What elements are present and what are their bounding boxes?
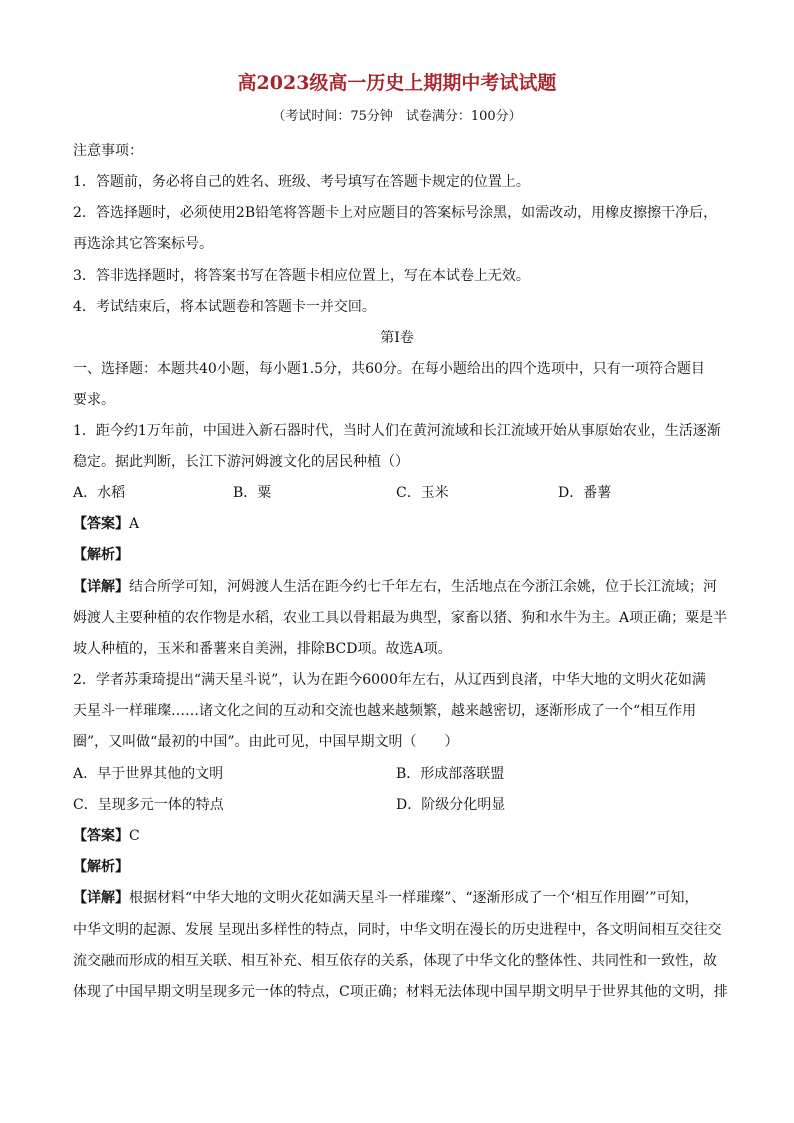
q2-option-d: D．阶级分化明显 [396, 797, 506, 813]
notice-item: 2．答选择题时，必须使用2B铅笔将答题卡上对应题目的答案标号涂黑，如需改动，用橡皮擦擦干净后， [73, 205, 718, 221]
q1-stem: 稳定。据此判断，长江下游河姆渡文化的居民种植（） [73, 454, 409, 470]
q2-answer [73, 826, 723, 846]
q2-option-a: A．早于世界其他的文明 [73, 766, 224, 782]
q2-detail [73, 888, 723, 908]
q2-analysis-tag: 【解析】 [73, 859, 129, 875]
section-instruction: 要求。 [73, 392, 115, 408]
q2-stem: 2．学者苏秉琦提出“满天星斗说”，认为在距今6000年左右，从辽西到良渚，中华大地的文明火花如满 [73, 672, 706, 688]
detail-text: 结合所学可知，河姆渡人生活在距今约七千年左右，生活地点在今浙江余姚，位于长江流域；河 [129, 579, 717, 595]
q2-detail: 体现了中国早期文明呈现多元一体的特点，C项正确；材料无法体现中国早期文明早于世界其他的文明，排 [73, 984, 728, 1000]
q1-detail: 坡人种植的，玉米和番薯来自美洲，排除BCD项。故选A项。 [73, 641, 452, 657]
q2-stem: 圈”，又叫做“最初的中国”。由此可见，中国早期文明（ ） [73, 734, 459, 750]
notice-item: 4．考试结束后，将本试题卷和答题卡一并交回。 [73, 299, 376, 315]
notice-heading: 注意事项： [73, 143, 143, 159]
q2-stem: 天星斗一样璀璨……诸文化之间的互动和交流也越来越频繁，越来越密切，逐渐形成了一个“相互作用 [73, 703, 697, 719]
answer-value: A [129, 516, 140, 532]
answer-tag: 【答案】 [73, 828, 129, 844]
notice-item: 再选涂其它答案标号。 [73, 236, 213, 252]
q2-detail: 中华文明的起源、发展 呈现出多样性的特点，同时，中华文明在漫长的历史进程中，各文明间相互交往交 [73, 922, 722, 938]
detail-tag: 【详解】 [73, 890, 129, 906]
q2-option-c: C．呈现多元一体的特点 [73, 797, 224, 813]
q1-option-a: A．水稻 [73, 485, 126, 501]
answer-value: C [129, 828, 140, 844]
detail-tag: 【详解】 [73, 579, 129, 595]
q1-stem: 1．距今约1万年前，中国进入新石器时代，当时人们在黄河流域和长江流域开始从事原始农业，生活逐渐 [73, 423, 721, 439]
volume-heading: 第Ⅰ卷 [380, 330, 414, 346]
q1-detail [73, 577, 723, 597]
q1-option-c: C．玉米 [396, 485, 449, 501]
q1-option-d: D．番薯 [558, 485, 612, 501]
q1-detail: 姆渡人主要种植的农作物是水稻，农业工具以骨耜最为典型，家畜以猪、狗和水牛为主。A项正确；粟是半 [73, 610, 728, 626]
exam-subtitle: （考试时间：75分钟 试卷满分：100分） [272, 109, 522, 124]
q2-detail: 流交融而形成的相互关联、相互补充、相互依存的关系，体现了中华文化的整体性、共同性和一致性，故 [73, 953, 717, 969]
notice-item: 3．答非选择题时，将答案书写在答题卡相应位置上，写在本试卷上无效。 [73, 268, 530, 284]
notice-item: 1．答题前，务必将自己的姓名、班级、考号填写在答题卡规定的位置上。 [73, 174, 530, 190]
detail-text: 根据材料“中华大地的文明火花如满天星斗一样璀璨”、“逐渐形成了一个‘相互作用圈’”可知， [129, 890, 699, 906]
q2-option-b: B．形成部落联盟 [396, 766, 505, 782]
q1-analysis-tag: 【解析】 [73, 547, 129, 563]
answer-tag: 【答案】 [73, 516, 129, 532]
q1-option-b: B．粟 [233, 485, 272, 501]
exam-title: 高2023级高一历史上期期中考试试题 [237, 72, 557, 94]
q1-answer [73, 514, 723, 534]
section-instruction: 一、选择题：本题共40小题，每小题1.5分，共60分。在每小题给出的四个选项中，只有一项符合题目 [73, 361, 705, 377]
